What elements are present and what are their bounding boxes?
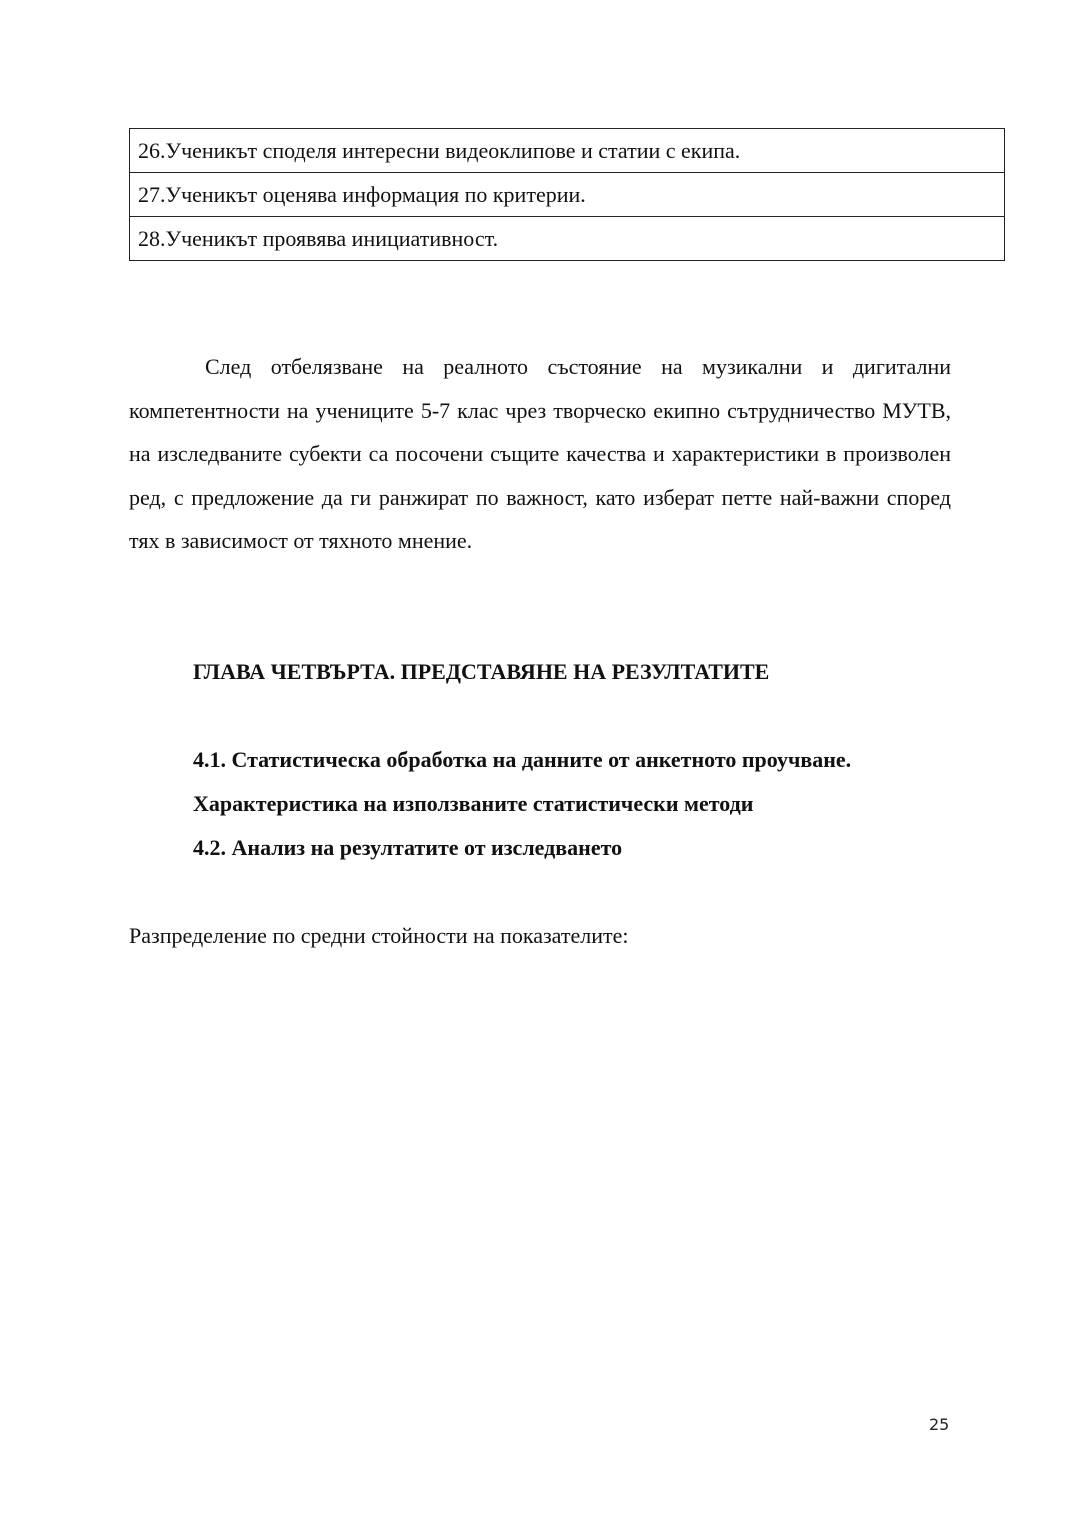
criteria-table xyxy=(129,128,1005,261)
section-heading-4-2: 4.2. Анализ на резултатите от изследването xyxy=(193,835,623,860)
section-heading-4-1: 4.1. Статистическа обработка на данните от анкетното проучване. xyxy=(193,747,852,772)
table-cell: 26.Ученикът споделя интересни видеоклипове и статии с екипа. xyxy=(130,129,1005,173)
section-heading-4-1-continued: Характеристика на използваните статистически методи xyxy=(193,791,754,816)
chapter-title: ГЛАВА ЧЕТВЪРТА. ПРЕДСТАВЯНЕ НА РЕЗУЛТАТИТЕ xyxy=(193,659,770,684)
page-number: 25 xyxy=(929,1415,950,1434)
body-paragraph: След отбелязване на реалното състояние на музикални и дигитални компетентности на учениците 5-7 клас чрез творческо екипно сътрудничество МУТВ, на изследваните субекти са посочени същите качества и характеристики в произволен ред, с предложение да ги ранжират по важност, като изберат петте най-важни според тях в зависимост от тяхното мнение. xyxy=(129,354,951,553)
table-row xyxy=(130,173,1005,217)
table-row xyxy=(130,217,1005,261)
distribution-text: Разпределение по средни стойности на показателите: xyxy=(129,923,629,948)
table-cell: 27.Ученикът оценява информация по критерии. xyxy=(130,173,1005,217)
table-row xyxy=(130,129,1005,173)
table-cell: 28.Ученикът проявява инициативност. xyxy=(130,217,1005,261)
